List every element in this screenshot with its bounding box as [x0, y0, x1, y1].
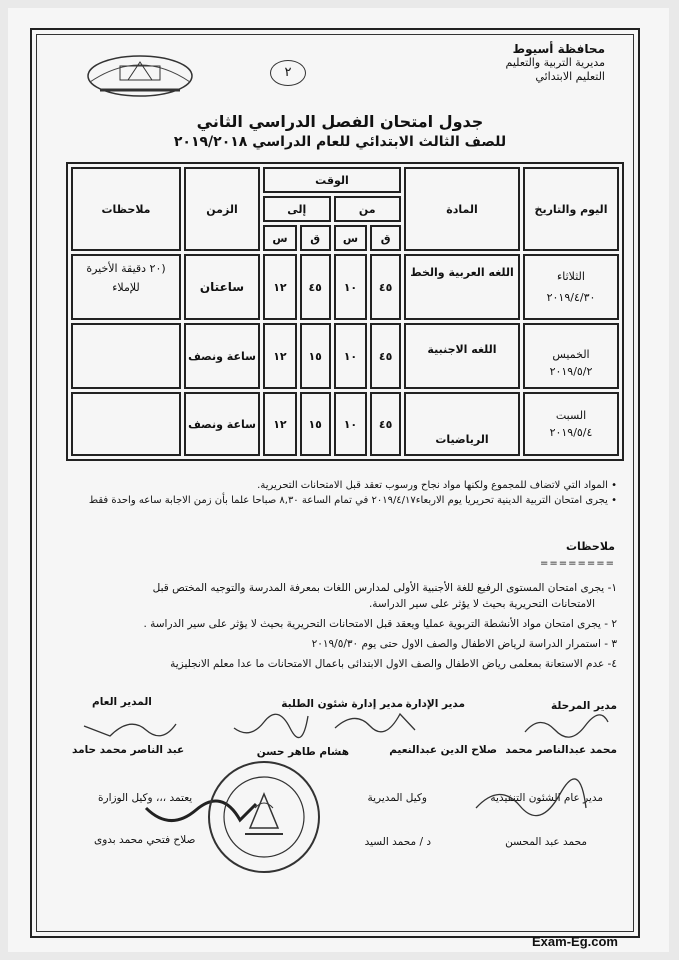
from-minute-cell: ٤٥ — [370, 392, 401, 456]
signature-scribble — [520, 712, 610, 742]
sig-name-deputy: د / محمد السيد — [364, 836, 431, 848]
duration-cell: ساعة ونصف — [184, 392, 260, 456]
date-label: ٢٠١٩/٤/٣٠ — [546, 291, 596, 304]
from-hour-cell: ١٠ — [334, 323, 368, 389]
directorate-label: مديرية التربية والتعليم — [505, 56, 605, 69]
to-hour-cell: ١٢ — [263, 323, 297, 389]
notes-separator: ======== — [539, 558, 615, 569]
sig-exec-director-title: مدير عام الشئون التنفيذية — [490, 792, 603, 804]
exam-schedule-table — [66, 162, 624, 461]
signature-scribble — [80, 712, 180, 742]
department-label: التعليم الابتدائي — [535, 70, 605, 83]
sig-student-affairs-title: مدير إدارة شئون الطلبة — [281, 698, 403, 710]
table-row — [71, 323, 619, 389]
header-duration: الزمن — [184, 167, 260, 251]
notes-heading: ملاحظات — [566, 540, 615, 553]
page-number: ٢ — [270, 60, 306, 86]
governorate-label: محافظة أسيوط — [512, 42, 605, 56]
note-item: ٣ - استمرار الدراسة لرياض الاطفال والصف الاول حتى يوم ٢٠١٩/٥/٣٠ — [311, 638, 617, 650]
day-date-cell — [523, 323, 619, 389]
header-to: إلى — [263, 196, 331, 222]
notes-list — [47, 580, 617, 672]
header-day-date: اليوم والتاريخ — [523, 167, 619, 251]
subject-cell: اللغه الاجنبية — [404, 323, 520, 389]
schedule-subtitle: للصف الثالث الابتدائي للعام الدراسي ٢٠١٩/٢٠١٨ — [173, 134, 507, 150]
sig-name-exec: محمد عبد المحسن — [505, 836, 587, 848]
sig-name-hisham: هشام طاهر حسن — [256, 746, 349, 758]
sig-deputy-directorate-title: وكيل المديرية — [367, 792, 427, 804]
table-row — [71, 392, 619, 456]
sig-name-stage: محمد عبدالناصر محمد — [505, 744, 617, 756]
note-item: ٢ - يجرى امتحان مواد الأنشطة التربوية عمليا ويعقد قبل الامتحانات التحريرية بحيث لا يؤثر على سير الدراسة . — [143, 618, 617, 630]
subject-cell: اللغه العربية والخط — [404, 254, 520, 320]
note-item: ١- يجرى امتحان المستوى الرفيع للغة الأجنبية الأولى لمدارس اللغات بمعرفة المدرسة والتوجيه المختص قبل — [152, 582, 617, 594]
to-minute-cell: ١٥ — [300, 323, 331, 389]
sig-stage-director-title: مدير المرحلة — [550, 700, 617, 712]
date-label: ٢٠١٩/٥/٤ — [549, 426, 593, 439]
note-item: ٤- عدم الاستعانة بمعلمى رياض الاطفال والصف الاول الابتدائى باعمال الامتحانات ما عدا معلم الانجليزية — [170, 658, 617, 670]
footnotes — [57, 478, 617, 508]
sig-name-general: عبد الناصر محمد حامد — [72, 744, 185, 756]
duration-cell: ساعتان — [184, 254, 260, 320]
sig-name-minister-deputy: صلاح فتحي محمد بدوى — [94, 834, 196, 846]
header-to-hour: س — [263, 225, 297, 251]
header-remarks: ملاحظات — [71, 167, 181, 251]
header-subject: المادة — [404, 167, 520, 251]
schedule-title: جدول امتحان الفصل الدراسي الثاني — [196, 112, 484, 131]
from-hour-cell: ١٠ — [334, 392, 368, 456]
from-hour-cell: ١٠ — [334, 254, 368, 320]
directorate-logo — [80, 52, 200, 98]
duration-cell: ساعة ونصف — [184, 323, 260, 389]
header-to-minute: ق — [300, 225, 331, 251]
footnote-2: • يجرى امتحان التربية الدينية تحريريا يوم الاربعاء٢٠١٩/٤/١٧ في تمام الساعة ٨,٣٠ صباحا علما بأن زمن الاجابة ساعه واحدة فقط — [88, 495, 617, 506]
header-from-hour: س — [334, 225, 368, 251]
header-from: من — [334, 196, 401, 222]
day-label: الخميس — [552, 348, 590, 361]
signature-scribble — [330, 706, 420, 736]
from-minute-cell: ٤٥ — [370, 254, 401, 320]
sig-name-salah: صلاح الدين عبدالنعيم — [389, 744, 497, 756]
to-minute-cell: ١٥ — [300, 392, 331, 456]
day-label: السبت — [555, 409, 587, 422]
day-date-cell — [523, 254, 619, 320]
day-date-cell — [523, 392, 619, 456]
footnote-1: • المواد التي لاتضاف للمجموع ولكنها مواد نجاح ورسوب تعقد قبل الامتحانات التحريرية. — [257, 480, 617, 491]
day-label: الثلاثاء — [557, 270, 585, 283]
sig-general-director-title: المدير العام — [92, 696, 152, 708]
subject-cell: الرياضيات — [404, 392, 520, 456]
note-item: الامتحانات التحريرية بحيث لا يؤثر على سير الدراسة. — [368, 598, 595, 610]
signature-scribble — [230, 710, 310, 740]
site-watermark: Exam-Eg.com — [532, 934, 618, 949]
sig-approved-title: يعتمد ،،، وكيل الوزارة — [98, 792, 193, 804]
official-stamp — [205, 758, 323, 876]
remarks-cell — [71, 254, 181, 320]
header-from-minute: ق — [370, 225, 401, 251]
table-row — [71, 254, 619, 320]
from-minute-cell: ٤٥ — [370, 323, 401, 389]
to-hour-cell: ١٢ — [263, 254, 297, 320]
remarks-cell — [71, 323, 181, 389]
date-label: ٢٠١٩/٥/٢ — [549, 365, 593, 378]
to-hour-cell: ١٢ — [263, 392, 297, 456]
remark-line2: للإملاء — [112, 281, 140, 294]
header-directorate-block — [405, 42, 605, 84]
remarks-cell — [71, 392, 181, 456]
signature-scribble — [470, 778, 590, 818]
remark-line1: (٢٠ دقيقة الأخيرة — [86, 262, 166, 275]
to-minute-cell: ٤٥ — [300, 254, 331, 320]
header-time: الوقت — [263, 167, 401, 193]
sig-admin-director-title: مدير الإدارة — [405, 698, 465, 710]
